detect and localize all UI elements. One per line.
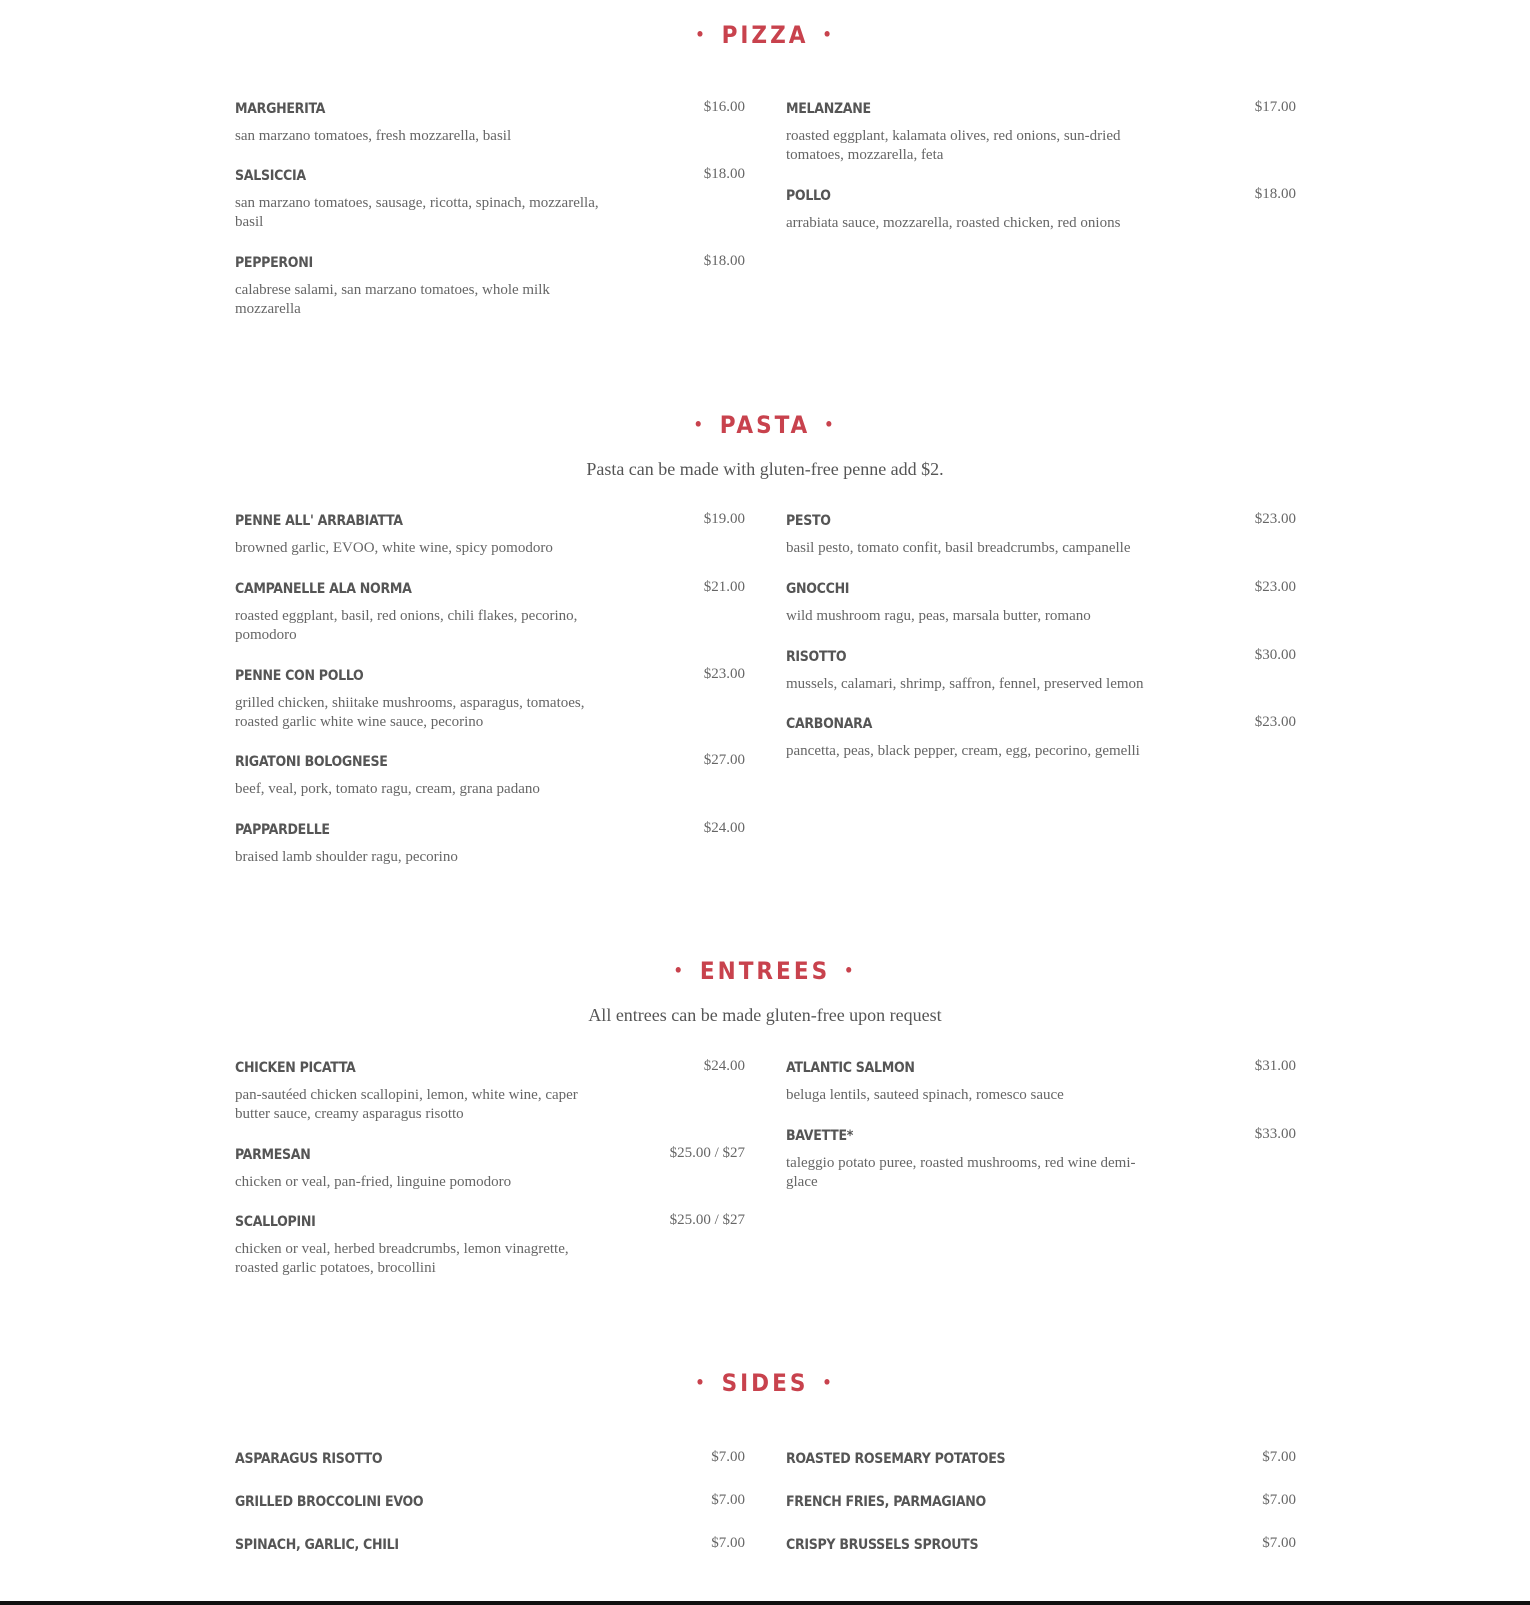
item-description: chicken or veal, pan-fried, linguine pomodoro [235,1174,512,1190]
item-name: CHICKEN PICATTA [235,1060,356,1076]
item-price: $25.00 / $27 [669,1212,745,1228]
item-name: ATLANTIC SALMON [786,1060,915,1076]
section-title: PASTA [719,411,811,439]
item-price: $23.00 [703,666,745,682]
item-price: $23.00 [1254,511,1296,527]
section-heading-sides [0,1369,1530,1397]
item-name: RISOTTO [786,649,847,665]
item-price: $33.00 [1254,1126,1296,1142]
item-price: $7.00 [1262,1449,1296,1465]
item-price: $7.00 [711,1535,745,1551]
item-name: PESTO [786,513,831,529]
dot-icon: • [695,1373,708,1392]
section-title: SIDES [721,1369,809,1397]
item-price: $7.00 [1262,1535,1296,1551]
item-name: POLLO [786,188,831,204]
section-heading-pizza [0,21,1530,49]
item-description: grilled chicken, shiitake mushrooms, asparagus, tomatoes, roasted garlic white wine sauce, pecorino [235,695,585,730]
dot-icon: • [822,25,835,44]
item-price: $24.00 [703,1058,745,1074]
item-name: FRENCH FRIES, PARMAGIANO [786,1494,986,1510]
item-description: browned garlic, EVOO, white wine, spicy pomodoro [235,540,553,556]
item-price: $18.00 [703,166,745,182]
item-price: $18.00 [1254,186,1296,202]
item-price: $24.00 [703,820,745,836]
item-description: san marzano tomatoes, sausage, ricotta, spinach, mozzarella, basil [235,195,599,230]
section-title: PIZZA [721,21,809,49]
item-price: $27.00 [703,752,745,768]
item-description: chicken or veal, herbed breadcrumbs, lemon vinagrette, roasted garlic potatoes, brocollini [235,1241,569,1276]
item-description: san marzano tomatoes, fresh mozzarella, basil [235,128,512,144]
item-name: PENNE CON POLLO [235,668,364,684]
item-price: $16.00 [703,99,745,115]
item-name: MELANZANE [786,101,871,117]
item-description: wild mushroom ragu, peas, marsala butter, romano [786,608,1091,624]
item-name: CAMPANELLE ALA NORMA [235,581,412,597]
item-price: $21.00 [703,579,745,595]
item-description: pancetta, peas, black pepper, cream, egg, pecorino, gemelli [786,743,1140,759]
item-name: PENNE ALL' ARRABIATTA [235,513,403,529]
item-description: calabrese salami, san marzano tomatoes, whole milk mozzarella [235,282,550,317]
item-name: SPINACH, GARLIC, CHILI [235,1537,399,1553]
dot-icon: • [824,415,837,434]
section-note: All entrees can be made gluten-free upon request [588,1005,942,1025]
item-price: $30.00 [1254,647,1296,663]
item-description: roasted eggplant, kalamata olives, red onions, sun-dried tomatoes, mozzarella, feta [786,128,1121,163]
item-name: GNOCCHI [786,581,850,597]
item-description: pan-sautéed chicken scallopini, lemon, white wine, caper butter sauce, creamy asparagus risotto [235,1087,578,1122]
item-name: PARMESAN [235,1147,311,1163]
item-description: roasted eggplant, basil, red onions, chili flakes, pecorino, pomodoro [235,608,578,643]
item-description: basil pesto, tomato confit, basil breadcrumbs, campanelle [786,540,1131,556]
item-name: SCALLOPINI [235,1214,316,1230]
dot-icon: • [693,415,706,434]
item-name: PAPPARDELLE [235,822,330,838]
section-title: ENTREES [699,957,831,985]
dot-icon: • [695,25,708,44]
item-description: taleggio potato puree, roasted mushrooms, red wine demi-glace [786,1155,1136,1190]
item-name: SALSICCIA [235,168,306,184]
item-price: $25.00 / $27 [669,1145,745,1161]
item-description: braised lamb shoulder ragu, pecorino [235,849,458,865]
item-name: ASPARAGUS RISOTTO [235,1451,383,1467]
item-price: $7.00 [711,1449,745,1465]
item-name: RIGATONI BOLOGNESE [235,754,388,770]
item-description: mussels, calamari, shrimp, saffron, fennel, preserved lemon [786,676,1144,692]
item-price: $7.00 [711,1492,745,1508]
section-heading-pasta [0,411,1530,439]
item-price: $7.00 [1262,1492,1296,1508]
item-description: arrabiata sauce, mozzarella, roasted chicken, red onions [786,215,1121,231]
item-price: $23.00 [1254,579,1296,595]
item-price: $17.00 [1254,99,1296,115]
item-price: $18.00 [703,253,745,269]
section-heading-entrees [0,957,1530,985]
item-description: beef, veal, pork, tomato ragu, cream, grana padano [235,781,540,797]
bottom-divider [0,1601,1530,1605]
item-name: GRILLED BROCCOLINI EVOO [235,1494,424,1510]
item-name: ROASTED ROSEMARY POTATOES [786,1451,1006,1467]
item-name: CARBONARA [786,716,873,732]
item-name: CRISPY BRUSSELS SPROUTS [786,1537,979,1553]
item-name: PEPPERONI [235,255,313,271]
item-price: $31.00 [1254,1058,1296,1074]
item-name: MARGHERITA [235,101,326,117]
dot-icon: • [673,961,686,980]
section-note: Pasta can be made with gluten-free penne add $2. [586,459,944,479]
item-name: BAVETTE* [786,1128,854,1144]
dot-icon: • [822,1373,835,1392]
dot-icon: • [844,961,857,980]
item-price: $23.00 [1254,714,1296,730]
item-description: beluga lentils, sauteed spinach, romesco sauce [786,1087,1064,1103]
item-price: $19.00 [703,511,745,527]
